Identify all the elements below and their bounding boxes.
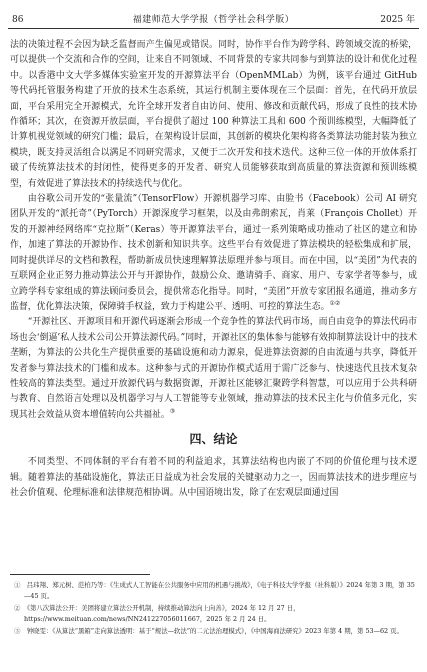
conclusion-paragraph: 不同类型、不同体制的平台有着不同的利益追求，其算法结构也内嵌了不同的价值伦理与技术逻辑。随着算法的基础设施化，算法正日益成为社会发展的关键驱动力之一，因而算法技术的进步理应与社会价值观、伦理标准和法律规范相协调。从中国语境出发，除了在宏观层面通过国 bbox=[10, 457, 417, 498]
running-header bbox=[8, 12, 419, 29]
footnote-ref-2: ② bbox=[334, 299, 341, 307]
footnote-divider bbox=[10, 574, 150, 575]
page-number: 86 bbox=[12, 15, 24, 25]
footnotes bbox=[10, 580, 417, 639]
body-paragraph-1: 法的决策过程不会因为缺乏监督而产生偏见或错误。同时，协作平台作为跨学科、跨领域交流的桥梁，可以提供一个交流和合作的空间，让来自不同领域、不同背景的专家共同参与到算法的设计和优化过程中。以香港中文大学多媒体实验室开发的开源算法平台（OpenMMLab）为例，该平台通过 GitHub 等代码托管服务构建了开放的技术生态系统，其运行机制主要体现在三个层面：首先，在代码开放层面，平台采用完全开源模式，允许全球开发者自由访问、使用、修改和贡献代码，形成了良性的技术协作循环；其次，在资源开放层面，平台提供了超过 100 种算法工具和 600 个预训练模型，大幅降低了计算机视觉领域的研究门槛；最后，在架构设计层面，其创新的模块化架构将各类算法功能封装为独立模块，既支持灵活组合以满足不同研究需求，又便于二次开发和技术迭代。这种三位一体的开放体系打破了传统算法技术的封闭性，使得更多的开发者、研究人员能够获取到高质量的算法资源和预训练模型，有效促进了算法技术的持续迭代与优化。 bbox=[10, 40, 417, 189]
footnote-1: ① 吕玮翔、郑元树、范柏乃等：《生成式人工智能在公共服务中应用的机遇与挑战》，《电子科技大学学报（社科版）》2024 年第 3 期，第 35—45 页。 bbox=[14, 581, 415, 600]
footnote-2: ② 《第八次算法公开：美团将建立算法公开机制，持续推动算法向上向善》，2024 年 12 月 27 日，https://www.meituan.com/news/NN241227056011667，2025 年 2 月 24 日。 bbox=[14, 604, 300, 623]
journal-title: 福建师范大学学报（哲学社会科学版） bbox=[132, 15, 295, 25]
section-heading: 四、结论 bbox=[189, 432, 238, 447]
publication-year: 2025 年 bbox=[380, 15, 415, 25]
body-paragraph-2: 由谷歌公司开发的“张量流”（TensorFlow）开源机器学习库、由脸书（Facebook）公司 AI 研究团队开发的“派托奇”（PyTorch）开源深度学习框架，以及由弗朗索瓦，肖莱（François Chollet）开发的开源神经网络库“克拉斯”（Keras）等开源算法平台，通过一系列策略成功推动了社区的建立和协作，加速了算法的开源协作、技术创新和知识共享。这些平台有效促进了算法模块的轻松集成和扩展，同时提供详尽的文档和教程，帮助新成员快速理解算法原理并参与项目。而在中国，以“美团”为代表的互联网企业正努力推动算法公开与开源协作，鼓励公众、邀请骑手、商家、用户、专家学者等参与，成立跨学科专家组成的算法顾问委员会，提供常态化指导。同时，“美团”开放专家团报名通道，推动多方监督，优化算法决策，保障骑手权益，致力于构建公平、透明、可控的算法生态。①② bbox=[10, 194, 417, 312]
footnote-ref-1: ① bbox=[329, 299, 335, 307]
footnote-ref-3: ③ bbox=[169, 407, 176, 415]
footnote-3: ③ 钟晓雯：《从算法“黑箱”走向算法透明：基于“规法—软法”的二元法治理模式》，《中国海商法研究》2023 年第 4 期，第 53—62 页。 bbox=[14, 627, 403, 636]
article-body bbox=[10, 38, 417, 501]
body-paragraph-3: “开源社区、开源项目和开源代码逐渐会形成一个竞争性的算法代码市场，而自由竞争的算法代码市场也会‘倒逼’私人技术公司公开算法源代码。”同时，开源社区的集体参与能够有效抑制算法设计中的技术垄断，为算法的公共化生产提供重要的基础设施和动力源泉，促进算法资源的自由流通与共享，降低开发者参与算法技术的门槛和成本。这种参与式的开源协作模式适用于需广泛参与、快速迭代且技术复杂性较高的算法类型。通过开放源代码与数据资源，开源社区能够汇聚跨学科智慧，可以应用于公共科研与教育、自然语言处理以及机器学习与人工智能等专业领域，推动算法的技术民主化与价值多元化，实现其社会效益从资本增值转向公共福祉。③ bbox=[10, 317, 417, 420]
